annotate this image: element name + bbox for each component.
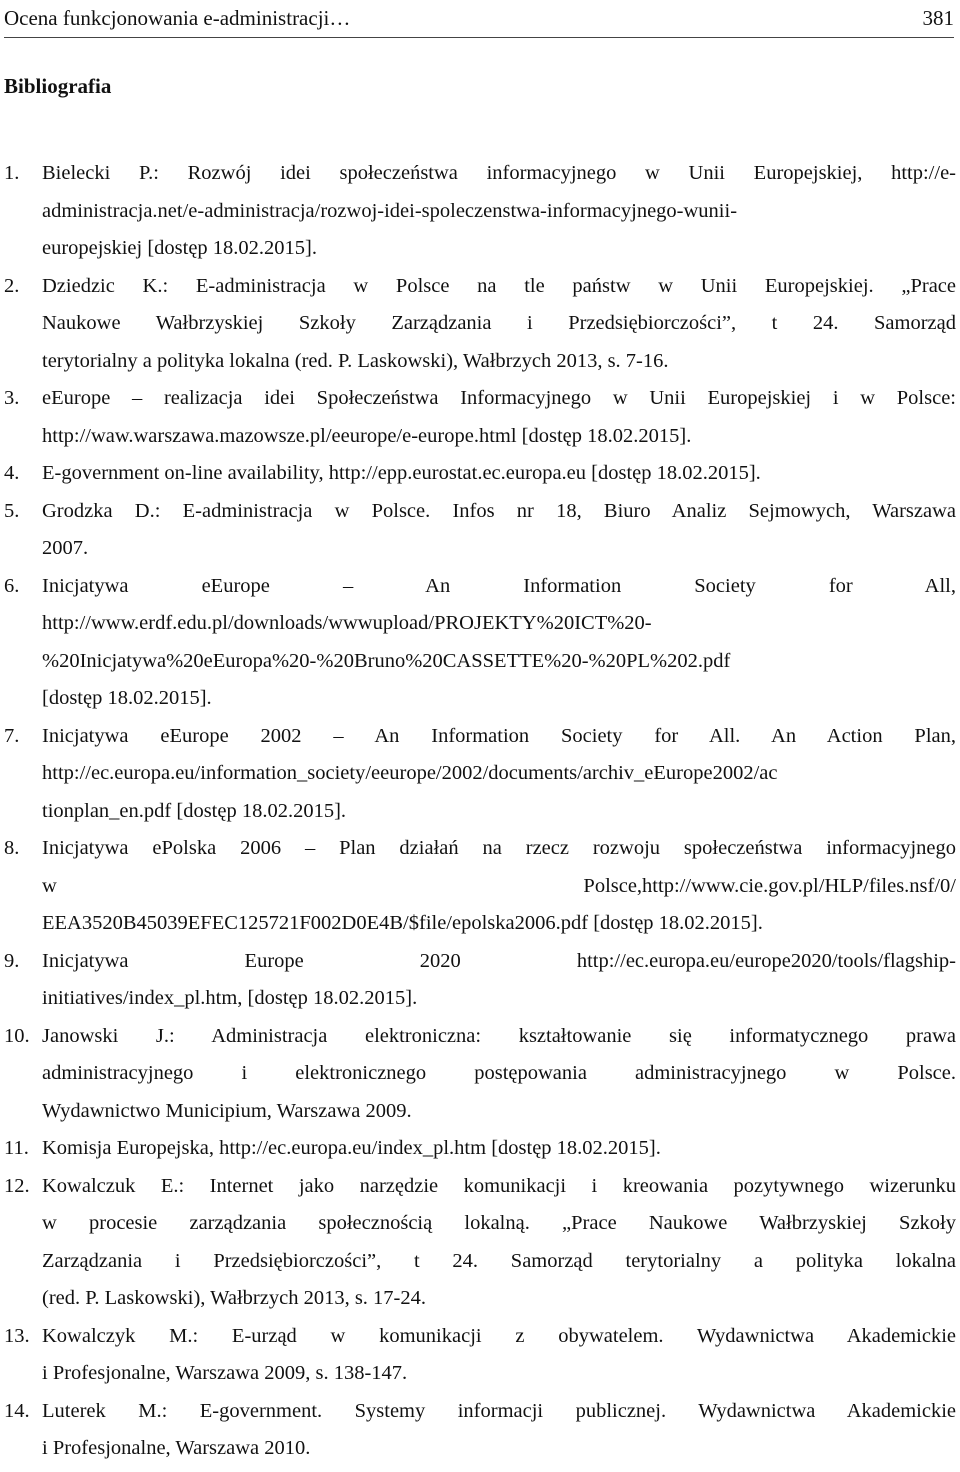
entry-number: 14. xyxy=(4,1399,30,1422)
entry-line: Inicjatywa Europe 2020 http://ec.europa.eu/europe2020/tools/flagship- xyxy=(42,949,956,972)
entry-line: Janowski J.: Administracja elektroniczna: kształtowanie się informatycznego prawa xyxy=(42,1024,956,1047)
entry-text xyxy=(42,268,956,381)
entry-number: 5. xyxy=(4,499,20,522)
bibliography-entry xyxy=(4,718,956,831)
bibliography-entry xyxy=(4,268,956,381)
section-title: Bibliografia xyxy=(4,74,112,98)
entry-line: Zarządzania i Przedsiębiorczości”, t 24. Samorząd terytorialny a polityka lokalna xyxy=(42,1249,956,1272)
entry-number: 2. xyxy=(4,274,20,297)
bibliography-list xyxy=(4,155,956,1468)
entry-line: http://www.erdf.edu.pl/downloads/wwwupload/PROJEKTY%20ICT%20- xyxy=(42,612,652,634)
entry-line: w Polsce,http://www.cie.gov.pl/HLP/files.nsf/0/ xyxy=(42,874,956,897)
bibliography-entry xyxy=(4,1318,956,1393)
page-number: 381 xyxy=(922,6,954,30)
entry-line: terytorialny a polityka lokalna (red. P. Laskowski), Wałbrzych 2013, s. 7-16. xyxy=(42,349,669,372)
entry-line: Wydawnictwo Municipium, Warszawa 2009. xyxy=(42,1099,412,1122)
running-title: Ocena funkcjonowania e-administracji… xyxy=(4,6,351,30)
bibliography-entry xyxy=(4,1130,956,1168)
bibliography-entry xyxy=(4,455,956,493)
entry-line: europejskiej [dostęp 18.02.2015]. xyxy=(42,237,317,259)
entry-text xyxy=(42,1393,956,1468)
entry-number: 10. xyxy=(4,1024,30,1047)
entry-line: 2007. xyxy=(42,537,89,559)
bibliography-entry xyxy=(4,1018,956,1131)
bibliography-entry xyxy=(4,1393,956,1468)
entry-number: 1. xyxy=(4,162,20,184)
entry-text xyxy=(42,1130,956,1168)
bibliography-entry xyxy=(4,830,956,943)
entry-text xyxy=(42,1168,956,1318)
entry-line: Inicjatywa eEurope – An Information Society for All, xyxy=(42,574,956,597)
entry-line: administracyjnego i elektronicznego postępowania administracyjnego w Polsce. xyxy=(42,1062,956,1084)
entry-number: 8. xyxy=(4,837,20,859)
bibliography-entry xyxy=(4,568,956,718)
entry-line: tionplan_en.pdf [dostęp 18.02.2015]. xyxy=(42,799,347,822)
entry-text xyxy=(42,380,956,455)
bibliography-entry xyxy=(4,380,956,455)
entry-line: Bielecki P.: Rozwój idei społeczeństwa informacyjnego w Unii Europejskiej, http://e- xyxy=(42,162,956,184)
entry-line: initiatives/index_pl.htm, [dostęp 18.02.2015]. xyxy=(42,987,418,1009)
bibliography-entry xyxy=(4,155,956,268)
entry-number: 4. xyxy=(4,462,20,484)
entry-text xyxy=(42,568,956,718)
entry-text xyxy=(42,830,956,943)
entry-number: 6. xyxy=(4,574,20,597)
entry-line: (red. P. Laskowski), Wałbrzych 2013, s. 17-24. xyxy=(42,1287,426,1309)
entry-line: Dziedzic K.: E-administracja w Polsce na tle państw w Unii Europejskiej. „Prace xyxy=(42,274,956,297)
entry-line: eEurope – realizacja idei Społeczeństwa Informacyjnego w Unii Europejskiej i w Polsce: xyxy=(42,387,956,409)
entry-number: 13. xyxy=(4,1324,30,1347)
entry-number: 9. xyxy=(4,949,20,972)
header-divider xyxy=(4,37,954,38)
entry-line: Grodzka D.: E-administracja w Polsce. Infos nr 18, Biuro Analiz Sejmowych, Warszawa xyxy=(42,499,956,522)
entry-line: Luterek M.: E-government. Systemy informacji publicznej. Wydawnictwa Akademickie xyxy=(42,1399,956,1422)
entry-line: Inicjatywa ePolska 2006 – Plan działań na rzecz rozwoju społeczeństwa informacyjnego xyxy=(42,837,956,859)
entry-text xyxy=(42,943,956,1018)
entry-line: E-government on-line availability, http://epp.eurostat.ec.europa.eu [dostęp 18.02.2015]. xyxy=(42,462,761,484)
entry-number: 12. xyxy=(4,1174,30,1197)
entry-number: 11. xyxy=(4,1137,29,1159)
entry-text xyxy=(42,1318,956,1393)
entry-line: Naukowe Wałbrzyskiej Szkoły Zarządzania i Przedsiębiorczości”, t 24. Samorząd xyxy=(42,312,956,334)
entry-line: Kowalczuk E.: Internet jako narzędzie komunikacji i kreowania pozytywnego wizerunku xyxy=(42,1174,956,1197)
entry-text xyxy=(42,455,956,493)
entry-line: i Profesjonalne, Warszawa 2010. xyxy=(42,1437,311,1459)
entry-line: i Profesjonalne, Warszawa 2009, s. 138-147. xyxy=(42,1362,408,1384)
entry-line: http://ec.europa.eu/information_society/eeurope/2002/documents/archiv_eEurope2002/ac xyxy=(42,762,778,784)
entry-line: w procesie zarządzania społecznością lokalną. „Prace Naukowe Wałbrzyskiej Szkoły xyxy=(42,1212,956,1234)
entry-line: Inicjatywa eEurope 2002 – An Information Society for All. An Action Plan, xyxy=(42,724,956,747)
entry-line: Komisja Europejska, http://ec.europa.eu/index_pl.htm [dostęp 18.02.2015]. xyxy=(42,1137,661,1159)
entry-line: %20Inicjatywa%20eEuropa%20-%20Bruno%20CASSETTE%20-%20PL%202.pdf xyxy=(42,649,731,672)
entry-line: administracja.net/e-administracja/rozwoj-idei-spoleczenstwa-informacyjnego-wunii- xyxy=(42,199,738,222)
entry-number: 7. xyxy=(4,724,20,747)
entry-line: EEA3520B45039EFEC125721F002D0E4B/$file/epolska2006.pdf [dostęp 18.02.2015]. xyxy=(42,912,763,934)
bibliography-entry xyxy=(4,943,956,1018)
entry-line: [dostęp 18.02.2015]. xyxy=(42,687,212,709)
page-header xyxy=(4,2,954,34)
entry-line: http://waw.warszawa.mazowsze.pl/eeurope/e-europe.html [dostęp 18.02.2015]. xyxy=(42,424,692,447)
entry-text xyxy=(42,493,956,568)
bibliography-entry xyxy=(4,493,956,568)
entry-text xyxy=(42,718,956,831)
entry-line: Kowalczyk M.: E-urząd w komunikacji z obywatelem. Wydawnictwa Akademickie xyxy=(42,1324,956,1347)
entry-number: 3. xyxy=(4,387,20,409)
bibliography-entry xyxy=(4,1168,956,1318)
entry-text xyxy=(42,155,956,268)
entry-text xyxy=(42,1018,956,1131)
